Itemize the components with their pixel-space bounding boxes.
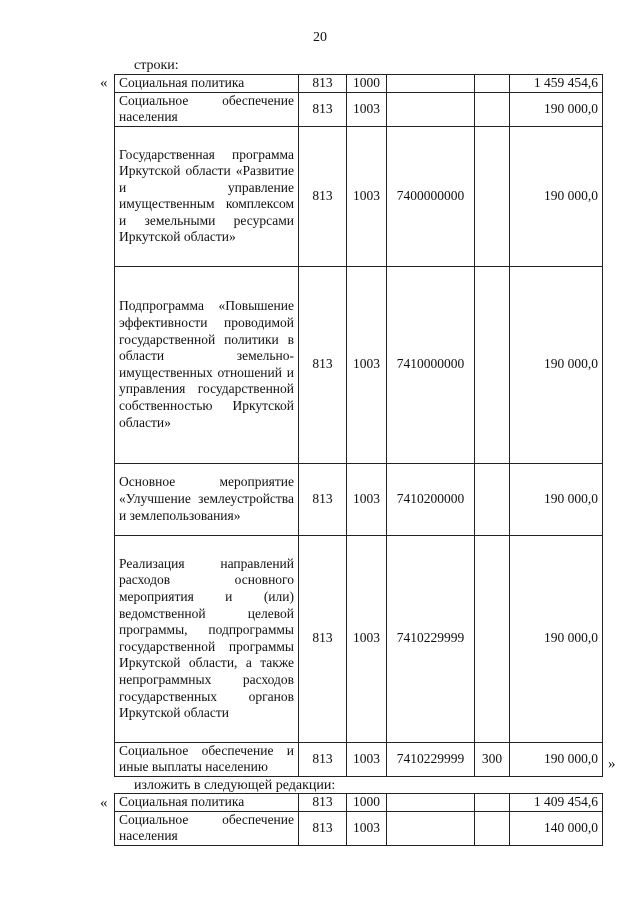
expense-type-code (475, 75, 510, 93)
row-name: Основное мероприятие «Улучшение землеустройства и землепользования» (115, 463, 299, 535)
grbs-code: 813 (299, 535, 347, 742)
expense-type-code (475, 92, 510, 126)
section-code: 1003 (347, 126, 387, 266)
table-row (115, 266, 603, 463)
grbs-code: 813 (299, 811, 347, 845)
budget-table-old (114, 74, 603, 777)
grbs-code: 813 (299, 75, 347, 93)
row-name: Социальное обеспечение населения (115, 92, 299, 126)
target-article-code: 7410200000 (387, 463, 475, 535)
row-name: Социальное обеспечение населения (115, 811, 299, 845)
expense-type-code (475, 794, 510, 812)
grbs-code: 813 (299, 463, 347, 535)
amount: 190 000,0 (510, 535, 603, 742)
table-row (115, 794, 603, 812)
closing-quote: » (608, 756, 616, 772)
section-code: 1003 (347, 463, 387, 535)
expense-type-code (475, 266, 510, 463)
section-code: 1003 (347, 742, 387, 776)
page-number: 20 (313, 30, 327, 45)
amount: 190 000,0 (510, 266, 603, 463)
expense-type-code (475, 535, 510, 742)
expense-type-code (475, 811, 510, 845)
amount: 140 000,0 (510, 811, 603, 845)
target-article-code: 7410229999 (387, 535, 475, 742)
caption-rows: строки: (134, 58, 179, 73)
amount: 1 459 454,6 (510, 75, 603, 93)
grbs-code: 813 (299, 92, 347, 126)
target-article-code (387, 811, 475, 845)
amount: 190 000,0 (510, 126, 603, 266)
target-article-code (387, 794, 475, 812)
table-row (115, 463, 603, 535)
section-code: 1000 (347, 794, 387, 812)
table-row (115, 75, 603, 93)
target-article-code: 7400000000 (387, 126, 475, 266)
grbs-code: 813 (299, 266, 347, 463)
expense-type-code (475, 463, 510, 535)
caption-new-edition: изложить в следующей редакции: (134, 778, 336, 793)
table-row (115, 126, 603, 266)
table-row (115, 92, 603, 126)
target-article-code (387, 92, 475, 126)
amount: 190 000,0 (510, 742, 603, 776)
row-name: Реализация направлений расходов основного мероприятия и (или) ведомственной целевой программы, подпрограммы государственной программы Иркутской области, а также непрограммных расходов государственных органов Иркутской области (115, 535, 299, 742)
grbs-code: 813 (299, 742, 347, 776)
budget-table-new (114, 793, 603, 846)
expense-type-code (475, 126, 510, 266)
row-name: Социальное обеспечение и иные выплаты населению (115, 742, 299, 776)
section-code: 1003 (347, 266, 387, 463)
table-row (115, 742, 603, 776)
amount: 1 409 454,6 (510, 794, 603, 812)
row-name: Социальная политика (115, 75, 299, 93)
expense-type-code: 300 (475, 742, 510, 776)
row-name: Государственная программа Иркутской области «Развитие и управление имущественным комплексом и земельными ресурсами Иркутской области» (115, 126, 299, 266)
target-article-code (387, 75, 475, 93)
section-code: 1003 (347, 811, 387, 845)
amount: 190 000,0 (510, 92, 603, 126)
row-name: Подпрограмма «Повышение эффективности проводимой государственной политики в области земельно-имущественных отношений и управления государственной собственностью Иркутской области» (115, 266, 299, 463)
section-code: 1003 (347, 535, 387, 742)
target-article-code: 7410229999 (387, 742, 475, 776)
table-row (115, 811, 603, 845)
grbs-code: 813 (299, 126, 347, 266)
opening-quote-new: « (100, 795, 108, 811)
table-row (115, 535, 603, 742)
opening-quote: « (100, 75, 108, 91)
amount: 190 000,0 (510, 463, 603, 535)
row-name: Социальная политика (115, 794, 299, 812)
section-code: 1000 (347, 75, 387, 93)
target-article-code: 7410000000 (387, 266, 475, 463)
grbs-code: 813 (299, 794, 347, 812)
section-code: 1003 (347, 92, 387, 126)
